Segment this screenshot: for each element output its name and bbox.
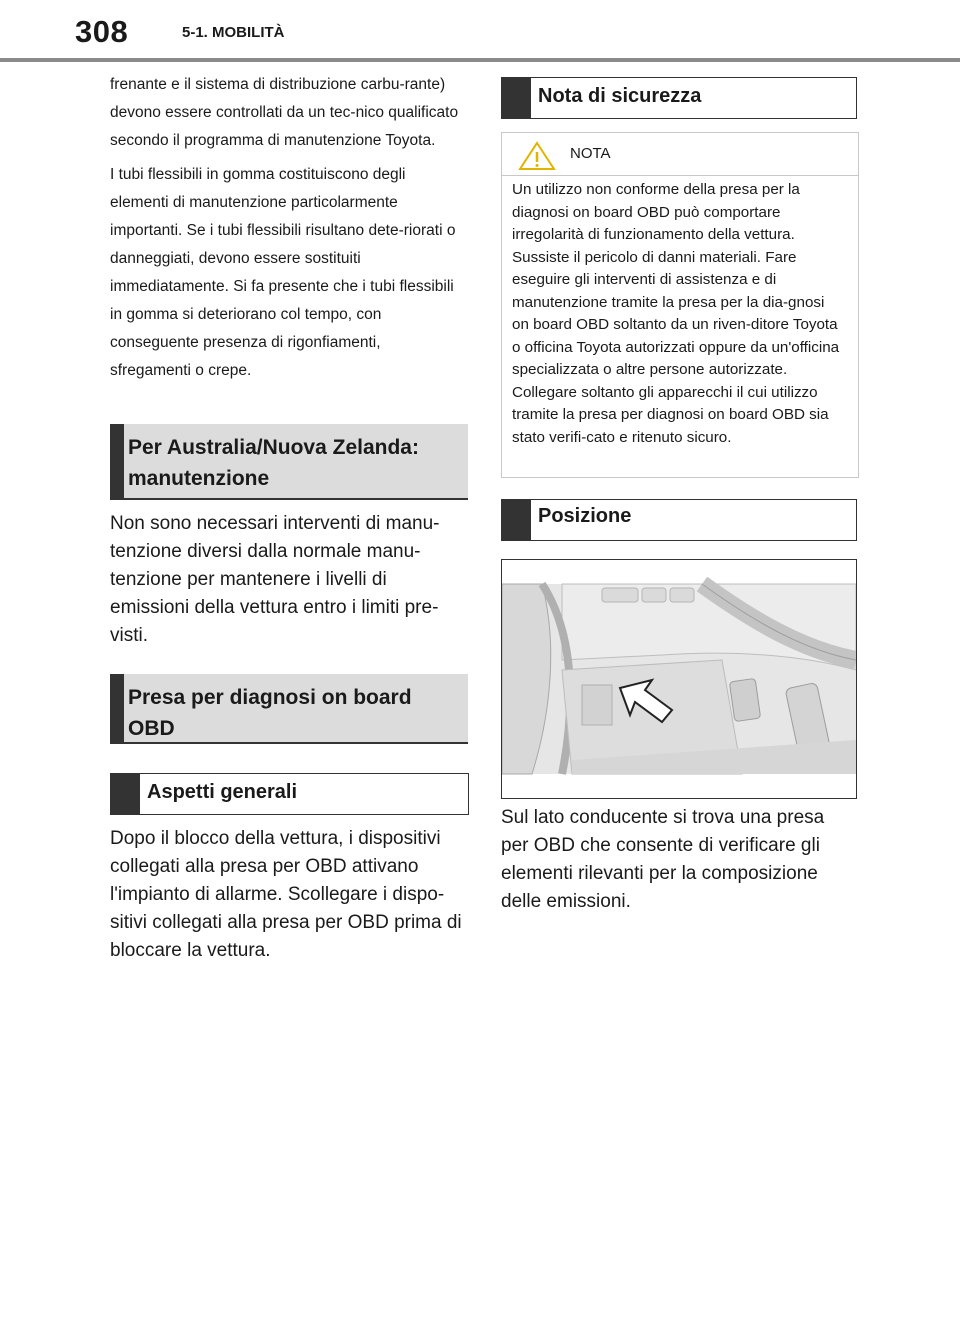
- notice-label: NOTA: [570, 145, 611, 162]
- car-interior-drawing: [502, 560, 856, 798]
- heading-safety-text: Nota di sicurezza: [538, 85, 702, 107]
- heading-obd: [110, 674, 468, 744]
- heading-obd-text: Presa per diagnosi on board OBD: [128, 686, 412, 740]
- intro-paragraph-2: I tubi flessibili in gomma costituiscono degli elementi di manutenzione particolarmente importanti. Se i tubi flessibili risultano dete-riorati o danneggiati, devono essere sostituiti immediatamente. Si fa presente che i tubi flessibili in gomma si deteriorano col tempo, con conseguente presenza di rigonfiamenti, sfregamenti o crepe.: [110, 166, 456, 379]
- warning-triangle-icon: [518, 141, 556, 171]
- heading-australia-nz: [110, 424, 468, 500]
- section-title: 5-1. MOBILITÀ: [182, 24, 285, 41]
- heading-bar: [502, 500, 531, 540]
- page-number: 308: [75, 14, 129, 49]
- heading-bar: [111, 774, 140, 814]
- heading-australia-nz-text: Per Australia/Nuova Zelanda: manutenzione: [128, 436, 419, 490]
- heading-bar: [110, 424, 124, 498]
- heading-position: [501, 499, 857, 541]
- position-paragraph: Sul lato conducente si trova una presa per OBD che consente di verificare gli elementi rilevanti per la composizione delle emissioni.: [501, 807, 825, 912]
- heading-general-text: Aspetti generali: [147, 781, 298, 803]
- heading-safety: [501, 77, 857, 119]
- heading-position-text: Posizione: [538, 505, 632, 527]
- intro-paragraph-1: frenante e il sistema di distribuzione carbu-rante) devono essere controllati da un tec-nico qualificato secondo il programma di manutenzione Toyota.: [110, 76, 459, 149]
- au-nz-paragraph: Non sono necessari interventi di manu-tenzione diversi dalla normale manu-tenzione per mantenere i livelli di emissioni della vettura entro i limiti pre-visti.: [110, 513, 440, 646]
- heading-general: [110, 773, 469, 815]
- intro-text: [110, 71, 460, 385]
- page-header: [0, 0, 960, 62]
- notice-header: [502, 133, 858, 176]
- obd-location-illustration: [501, 559, 857, 799]
- general-paragraph: Dopo il blocco della vettura, i dispositivi collegati alla presa per OBD attivano l'impianto di allarme. Scollegare i dispo-sitivi collegati alla presa per OBD prima di bloccare la vettura.: [110, 828, 462, 961]
- notice-box: [501, 132, 859, 478]
- notice-text: Un utilizzo non conforme della presa per la diagnosi on board OBD può comportare irregolarità di funzionamento della vettura. Sussiste il pericolo di danni materiali. Fare eseguire gli interventi di assistenza e di manutenzione tramite la presa per la dia-gnosi on board OBD soltanto da un riven-ditore Toyota o officina Toyota autorizzati oppure da un'officina specializzata o altre persone autorizzate. Collegare soltanto gli apparecchi il cui utilizzo tramite la presa per diagnosi on board OBD sia stato verifi-cato e ritenuto sicuro.: [512, 181, 840, 446]
- heading-bar: [502, 78, 531, 118]
- header-divider: [0, 58, 960, 62]
- heading-bar: [110, 674, 124, 742]
